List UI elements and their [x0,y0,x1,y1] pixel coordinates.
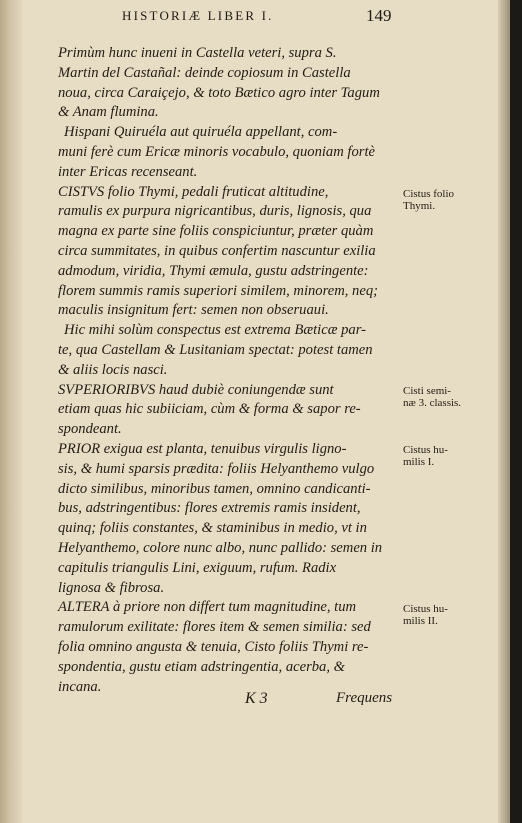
text-line: spondentia, gustu etiam adstringentia, acerba, & [58,658,345,675]
margin-note-line: Cistus hu- [403,603,448,615]
text-line: incana. [58,678,102,695]
running-title: HISTORIÆ LIBER I. [122,8,274,23]
text-line: capitulis triangulis Lini, exiguum, rufum. Radix [58,559,337,576]
body-text [58,44,406,697]
page-number: 149 [366,6,392,25]
text-line: spondeant. [58,421,122,438]
margin-note-line: Cisti semi- [403,385,451,397]
text-line: muni ferè cum Ericæ minoris vocabulo, quoniam fortè [58,143,375,160]
text-line: & aliis locis nasci. [58,361,168,378]
text-line: etiam quas hic subiiciam, cùm & forma & sapor re- [58,401,361,418]
text-line: & Anam flumina. [58,104,159,121]
margin-note-line: milis I. [403,456,435,468]
margin-note-cistus-folio-thymi [403,188,473,212]
page-footer [0,690,510,714]
text-line: Helyanthemo, colore nunc albo, nunc pallido: semen in [58,539,383,556]
text-line: Hic mihi solùm conspectus est extrema Bæticæ par- [64,322,366,339]
text-line: lignosa & fibrosa. [58,579,165,596]
text-line: PRIOR exigua est planta, tenuibus virgulis ligno- [58,440,347,457]
text-line: admodum, viridia, Thymi æmula, gustu adstringente: [58,262,369,279]
text-line: Hispani Quiruéla aut quiruéla appellant, com- [64,124,338,141]
text-line: te, qua Castellam & Lusitaniam spectat: potest tamen [58,341,373,358]
signature-mark: K 3 [245,690,268,707]
text-line: inter Ericas recenseant. [58,163,198,180]
text-line: ramulis ex purpura nigricantibus, duris, lignosis, qua [58,203,372,220]
text-line: maculis insignitum fert: semen non obseruaui. [58,302,329,319]
text-line: Primùm hunc inueni in Castella veteri, supra S. [58,45,337,61]
margin-note-cistus-humilis-1 [403,444,473,468]
margin-note-line: Cistus hu- [403,444,448,456]
catchword: Frequens [336,690,393,706]
text-line: florem summis ramis superiori similem, minorem, neq; [58,282,378,299]
text-line: CISTVS folio Thymi, pedali fruticat altitudine, [58,183,329,200]
text-line: ALTERA à priore non differt tum magnitudine, tum [58,599,357,616]
margin-note-line: Thymi. [403,200,436,212]
margin-note-cisti-seminae [403,385,473,409]
text-line: bus, adstringentibus: flores extremis ramis insident, [58,500,361,517]
text-line: SVPERIORIBVS haud dubiè coniungendæ sunt [58,381,334,398]
margin-note-line: Cistus folio [403,188,455,200]
text-line: circa summitates, in quibus confertim nascuntur exilia [58,242,376,259]
text-line: magna ex parte sine foliis conspiciuntur, præter quàm [58,223,374,240]
text-line: noua, circa Caraiçejo, & toto Bætico agro inter Tagum [58,84,380,101]
page-header [0,6,510,28]
margin-note-line: milis II. [403,615,438,627]
margin-note-cistus-humilis-2 [403,603,473,627]
text-line: Martin del Castañal: deinde copiosum in Castella [58,64,351,81]
text-line: dicto similibus, minoribus tamen, omnino candicanti- [58,480,371,497]
text-line: quinq; foliis constantes, & staminibus in medio, vt in [58,520,367,537]
text-line: sis, & humi sparsis prædita: foliis Helyanthemo vulgo [58,460,375,477]
text-line: folia omnino angusta & tenuia, Cisto foliis Thymi re- [58,638,369,655]
text-line: ramulorum exilitate: flores item & semen similia: sed [58,619,371,636]
margin-note-line: næ 3. classis. [403,397,462,409]
